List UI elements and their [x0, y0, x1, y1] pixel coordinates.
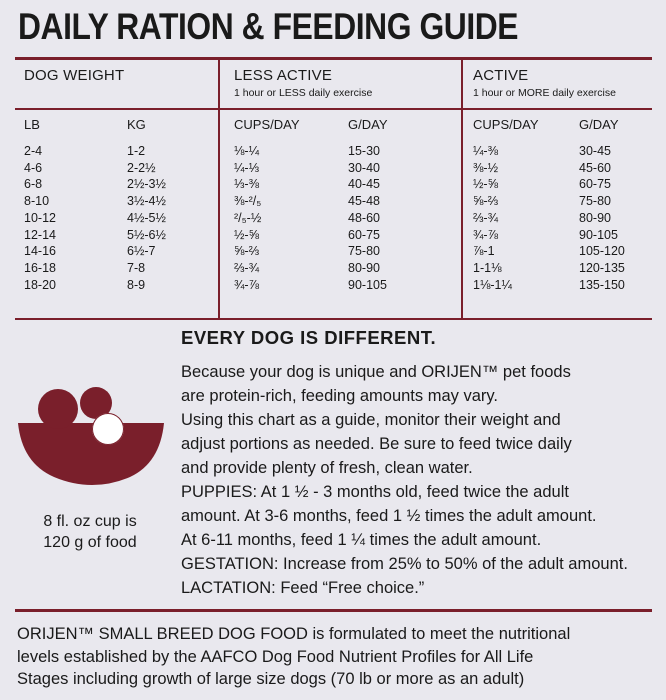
info-line: amount. At 3-6 months, feed 1 ½ times the adult amount.	[181, 507, 597, 525]
table-cell: ⅞-1	[473, 244, 495, 259]
table-cell: 18-20	[24, 277, 56, 292]
table-cell: ⅝-⅔	[234, 244, 260, 259]
less-cups-column	[234, 143, 261, 293]
less-active-group-label: LESS ACTIVE	[234, 67, 333, 84]
table-cell: ¼-⅓	[234, 160, 260, 175]
column-header-active-cups: CUPS/DAY	[473, 117, 539, 132]
footer-statement	[17, 623, 657, 691]
footer-rule	[15, 609, 652, 612]
table-cell: 16-18	[24, 260, 56, 275]
table-cell: 75-80	[348, 244, 380, 259]
table-cell: 45-48	[348, 194, 380, 209]
table-cell: 6½-7	[127, 244, 156, 259]
table-cell: 2½-3½	[127, 177, 166, 192]
table-cell: 8-10	[24, 194, 50, 209]
table-cell: 48-60	[348, 210, 380, 225]
table-cell: 6-8	[24, 177, 43, 192]
table-cell: 80-90	[579, 210, 611, 225]
table-cell: ¾-⅞	[473, 227, 499, 242]
table-header-rule	[15, 108, 652, 110]
table-cell: 2-2½	[127, 160, 156, 175]
cup-caption-line: 8 fl. oz cup is	[43, 513, 137, 530]
food-bowl-icon	[12, 355, 172, 495]
table-cell: 5½-6½	[127, 227, 166, 242]
weight-group-label: DOG WEIGHT	[24, 67, 125, 84]
table-cell: 2-4	[24, 144, 43, 158]
table-cell: 15-30	[348, 144, 380, 158]
table-cell: ⅜-²/₅	[234, 194, 262, 209]
column-header-active-grams: G/DAY	[579, 117, 619, 132]
info-heading: EVERY DOG IS DIFFERENT.	[181, 327, 437, 348]
table-cell: 40-45	[348, 177, 380, 192]
table-cell: ⅜-½	[473, 160, 499, 175]
table-cell: 3½-4½	[127, 194, 166, 209]
cup-caption	[20, 511, 160, 553]
table-cell: 14-16	[24, 244, 56, 259]
table-cell: 8-9	[127, 277, 146, 292]
info-line: and provide plenty of fresh, clean water.	[181, 459, 473, 477]
table-cell: 120-135	[579, 260, 625, 275]
footer-line: Stages including growth of large size dogs (70 lb or more as an adult)	[17, 670, 525, 688]
footer-line: ORIJEN™ SMALL BREED DOG FOOD is formulated to meet the nutritional	[17, 625, 571, 643]
table-cell: 80-90	[348, 260, 380, 275]
info-line: GESTATION: Increase from 25% to 50% of the adult amount.	[181, 555, 628, 573]
table-cell: 45-60	[579, 160, 611, 175]
table-cell: ¼-⅜	[473, 144, 499, 158]
active-grams-column	[579, 143, 625, 293]
info-line: are protein-rich, feeding amounts may vary.	[181, 387, 499, 405]
table-cell: 60-75	[579, 177, 611, 192]
less-active-subtitle: 1 hour or LESS daily exercise	[234, 87, 373, 99]
table-top-rule	[15, 57, 652, 60]
column-header-less-grams: G/DAY	[348, 117, 388, 132]
table-cell: 12-14	[24, 227, 56, 242]
page-title: DAILY RATION & FEEDING GUIDE	[18, 6, 519, 47]
footer-line: levels established by the AAFCO Dog Food Nutrient Profiles for All Life	[17, 647, 534, 666]
lb-column	[24, 143, 56, 293]
table-cell: 105-120	[579, 244, 625, 259]
column-divider	[461, 60, 463, 318]
table-cell: 4-6	[24, 160, 43, 175]
table-cell: 135-150	[579, 277, 625, 292]
less-grams-column	[348, 143, 387, 293]
table-cell: 30-45	[579, 144, 611, 158]
info-paragraph	[181, 360, 656, 600]
table-cell: ⅓-⅜	[234, 177, 260, 192]
table-cell: ⅛-¼	[234, 144, 260, 158]
kg-column	[127, 143, 166, 293]
column-divider	[218, 60, 220, 318]
info-line: At 6-11 months, feed 1 ¼ times the adult amount.	[181, 531, 542, 549]
table-cell: ¾-⅞	[234, 277, 260, 292]
column-header-kg: KG	[127, 117, 146, 132]
table-cell: ⅔-¾	[234, 260, 260, 275]
table-cell: 1-2	[127, 144, 146, 158]
table-cell: 30-40	[348, 160, 380, 175]
info-line: Because your dog is unique and ORIJEN™ pet foods	[181, 363, 571, 381]
active-group-label: ACTIVE	[473, 67, 529, 84]
column-header-lb: LB	[24, 117, 40, 132]
table-cell: 1-1⅛	[473, 260, 502, 275]
active-cups-column	[473, 143, 512, 293]
table-cell: ½-⅝	[234, 227, 260, 242]
table-cell: 75-80	[579, 194, 611, 209]
table-cell: 90-105	[579, 227, 618, 242]
table-cell: 4½-5½	[127, 210, 166, 225]
table-cell: 1⅛-1¼	[473, 277, 512, 292]
table-cell: ½-⅝	[473, 177, 499, 192]
info-line: LACTATION: Feed “Free choice.”	[181, 579, 425, 597]
column-header-less-cups: CUPS/DAY	[234, 117, 300, 132]
table-cell: ⅔-¾	[473, 210, 499, 225]
table-bottom-rule	[15, 318, 652, 320]
table-cell: 7-8	[127, 260, 146, 275]
info-line: adjust portions as needed. Be sure to feed twice daily	[181, 435, 572, 453]
info-line: PUPPIES: At 1 ½ - 3 months old, feed twice the adult	[181, 483, 569, 501]
table-cell: 10-12	[24, 210, 56, 225]
cup-caption-line: 120 g of food	[43, 534, 137, 551]
table-cell: ²/₅-½	[234, 210, 262, 225]
table-cell: ⅝-⅔	[473, 194, 499, 209]
table-cell: 90-105	[348, 277, 387, 292]
table-cell: 60-75	[348, 227, 380, 242]
info-line: Using this chart as a guide, monitor their weight and	[181, 411, 561, 429]
active-subtitle: 1 hour or MORE daily exercise	[473, 87, 616, 99]
